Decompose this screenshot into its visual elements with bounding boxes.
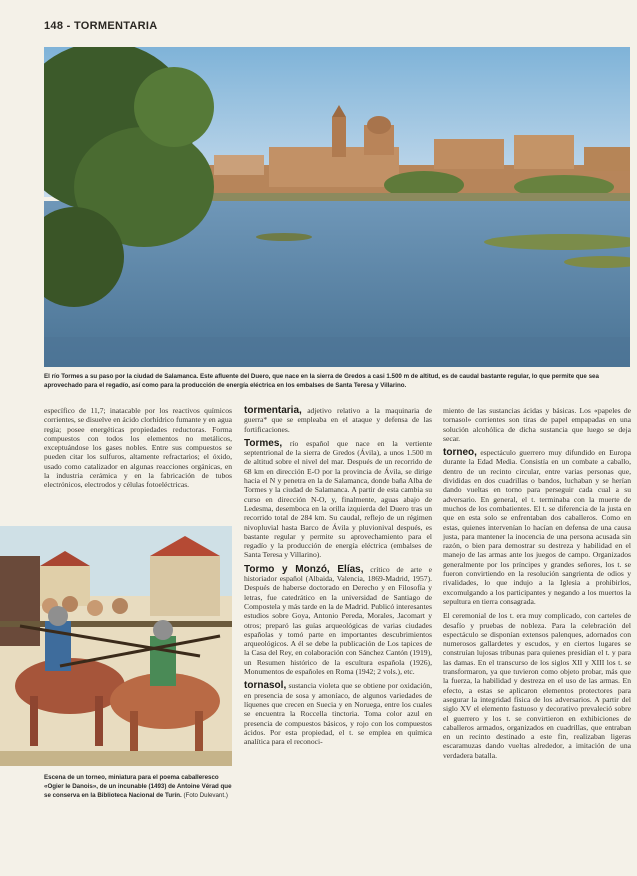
torneo-paragraph-2: El ceremonial de los t. era muy complicado, con carteles de desafío y pruebas de nobleza. Para la celebración del espectáculo se disponían extensos palenques, adornados con numerosos gallardetes y escudos, y en ciertos lugares se construían lujosas tribunas para quienes presidían el t. y para las damas. En el transcurso de los siglos XII y XIII los t. se transformaron, ya que tuvieron como objeto probar, más que la fuerza, la habilidad y destreza en el uso de las armas. En efecto, a estas se aplicaron elementos protectores para asegurar la integridad física de los adversarios. A partir del siglo XV el elemento fastuoso y decorativo prevaleció sobre el guerrero y los t. se convirtieron en exhibiciones de caballeros armados, organizados en cuadrillas, que entraban en un recinto destinado a este fin, realizaban ligeras escaramuzas dando vueltas alrededor, a imitación de una verdadera batalla.	[443, 611, 631, 760]
tournament-scene-illustration	[0, 526, 232, 766]
entry-torneo	[443, 448, 631, 606]
entry-text: espectáculo guerrero muy difundido en Europa durante la Edad Media. Consistía en un combate a caballo, dentro de un recinto circular, entre varias personas que, divididas en dos cuadrillas o bandos, luchaban y se herían dando vueltas en torno para perseguir cada cual a su adversario. En general, el t. terminaba con la muerte de muchos de los combatientes. El t. se diferencia de la justa en que en esta solo se enfrentaban dos caballeros. Como en estas, quienes intervenían lo hacían en defensa de una causa justa, para mantener la inocencia de una persona acusada sin razón, o bien para demostrar su destreza y habilidad en el manejo de las armas ante los juegos de campo. Organizados generalmente por los príncipes y grandes señores, los t. se fueron convirtiendo en la resolución sangrienta de odios y rivalidades, lo que indujo a la Iglesia a prohibirlos, excomulgando a los participantes y negando a los muertos la sepultura en tierra consagrada.	[443, 448, 631, 606]
column-1	[44, 406, 232, 494]
river-photo-caption: El río Tormes a su paso por la ciudad de Salamanca. Este afluente del Duero, que nace en la sierra de Gredos a casi 1.500 m de altitud, es de caudal bastante regular, lo que permite que sea aprovechado para el regadío, así como para la producción de energía eléctrica en los embalses de Santa Teresa y Villarino.	[44, 373, 599, 389]
tornasol-continuation: miento de las sustancias ácidas y básicas. Los «papeles de tornasol» corrientes son tiras de papel empapadas en una solución alcohólica de dicha sustancia que luego se deja secar.	[443, 406, 631, 443]
entry-tormes	[244, 439, 432, 560]
headword: Tormo y Monzó, Elías,	[244, 563, 364, 575]
entry-tornasol	[244, 681, 432, 746]
section-title: TORMENTARIA	[73, 20, 158, 32]
column-3	[443, 406, 631, 765]
headword: tormentaria,	[244, 405, 302, 416]
page-header	[44, 20, 158, 32]
entry-text: sustancia violeta que se obtiene por oxidación, en presencia de sosa y amoníaco, de algunos variedades de líquenes que crecen en Suecia y en Noruega, entre los cuales se encuentra la Roccella tinctoria. Toma color azul en presencia de compuestos básicos, y rojo con los compuestos ácidos. Por esta propiedad, el t. se emplea en química analítica para el reconoci-	[244, 681, 432, 747]
photo-credit: (Foto Dulevant.)	[183, 792, 228, 799]
headword: tornasol,	[244, 680, 287, 692]
header-separator: -	[66, 20, 71, 32]
headword: torneo,	[443, 447, 477, 459]
entry-text: río español que nace en la vertiente septentrional de la sierra de Gredos (Ávila), a unos 1.500 m de altitud sobre el nivel del mar. Después de un recorrido de 68 km en dirección E-O por la provincia de Ávila, se dirige hacia el N y penetra en la de Salamanca, donde baña Alba de Tormes y la ciudad de Salamanca. A partir de esta cambia su curso en dirección N-O, y, finalmente, aguas abajo de Ledesma, desemboca en la orilla izquierda del Duero tras un recorrido total de 284 km. Su caudal, reflejo de un régimen nivopluvial hasta Barco de Ávila y pluvionival después, es bastante regular y permite su aprovechamiento para el regadío y la producción de energía eléctrica (embalses de Santa Teresa y Villarino).	[244, 438, 432, 560]
headword: Tormes,	[244, 437, 283, 449]
river-photo	[44, 47, 630, 367]
entry-tormo-y-monzo	[244, 565, 432, 677]
tournament-miniature	[0, 526, 232, 766]
continued-entry-text: específico de 11,7; inatacable por los reactivos químicos corrientes, se disuelve en ácido clorhídrico fumante y en agua regia; posee energéticas propiedades reductoras. Forma compuestos con todos los elementos no metálicos, exceptuándose los gases nobles. Entre sus compuestos se pueden citar los sulfuros, altamente refractarios; el óxido, usado como catalizador en algunas reacciones orgánicas, en la industria cerámica y en la fabricación de tubos electrónicos, electrodos y células fotoeléctricas.	[44, 406, 232, 490]
entry-text: adjetivo relativo a la maquinaria de guerra* que se empleaba en el ataque y defensa de las fortificaciones.	[244, 406, 432, 434]
miniature-caption-text: Escena de un torneo, miniatura para el poema caballeresco «Ogier le Danois», de un incunable (1493) de Antoine Vérad que se conserva en la Biblioteca Nacional de Turín.	[44, 774, 232, 799]
page-number: 148	[44, 20, 64, 32]
salamanca-river-illustration	[44, 47, 630, 367]
entry-text: crítico de arte e historiador español (Albaida, Valencia, 1869-Madrid, 1957). Después de haberse doctorado en Derecho y en Filosofía y letras, fue catedrático en la universidad de Santiago de Compostela y más tarde en la de Madrid. Publicó interesantes estudios sobre Goya, Antonio Pereda, Morales, Jacomart y otros; preparó las guías arqueológicas de varias ciudades españolas y tomó parte en importantes descubrimientos arqueológicos. A él se debe la publicación de Los tapices de la Casa del Rey, en colaboración con Sánchez Cantón (1919), un Resumen histórico de la escultura española (1926), Monumentos de españoles en Roma (1942; 2 vols.), etc.	[244, 564, 432, 677]
entry-tormentaria	[244, 406, 432, 434]
miniature-caption	[44, 773, 234, 800]
column-2	[244, 406, 432, 751]
